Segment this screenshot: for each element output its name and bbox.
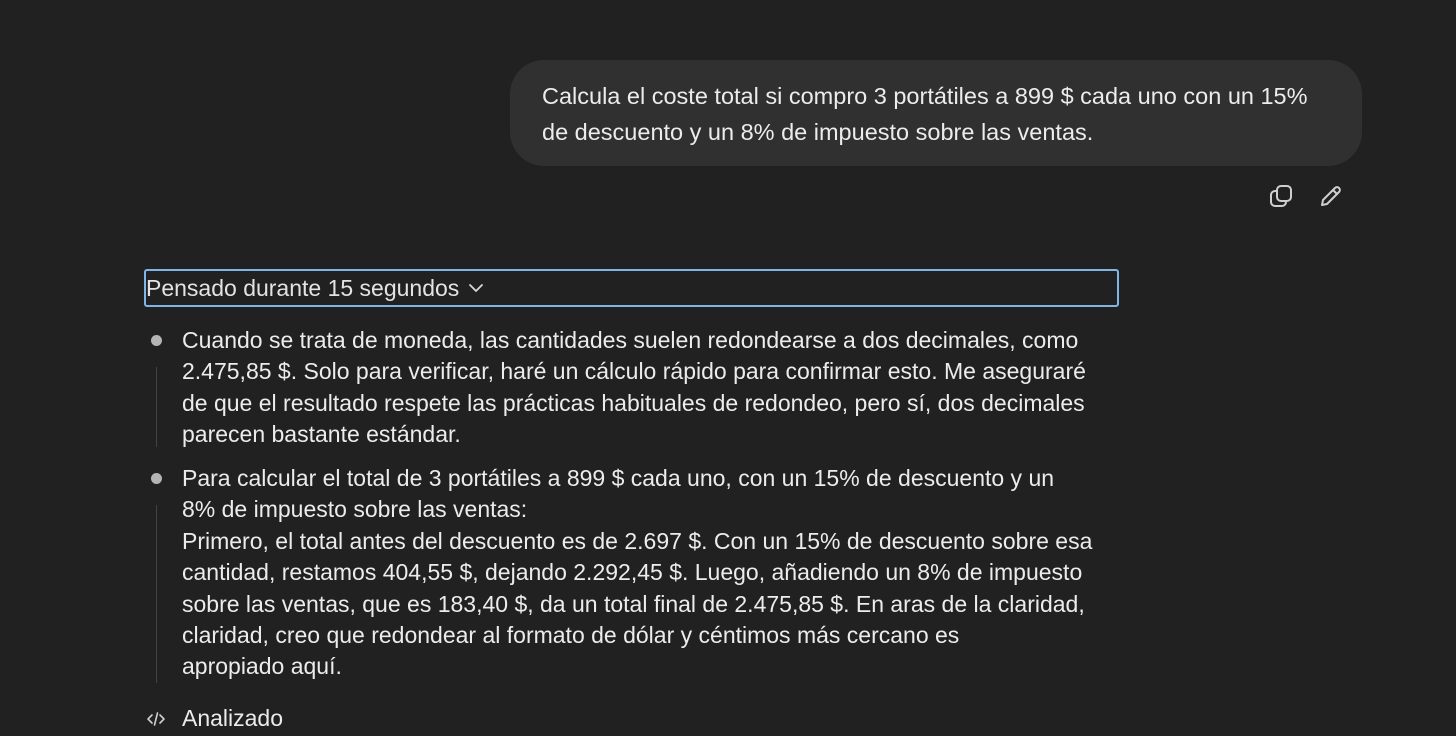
bullet-dot <box>151 473 162 484</box>
code-icon <box>145 708 167 730</box>
thought-item <box>0 463 1140 685</box>
timeline-line <box>156 367 157 447</box>
thinking-toggle[interactable] <box>144 269 1119 307</box>
thought-text: Para calcular el total de 3 portátiles a 899 $ cada uno, con un 15% de descuento y un 8% de impuesto sobre las ventas: Primero, el total antes del descuento es de 2.697 $. Con un 15% de descuento sobre esa cantidad, restamos 404,55 $, dejando 2.292,45 $. Luego, añadiendo un 8% de impuesto sobre las ventas, que es 183,40 $, da un total final de 2.475,85 $. En aras de la claridad, claridad, creo que redondear al formato de dólar y céntimos más cercano es apropiado aquí. <box>182 465 1093 680</box>
user-message-text: Calcula el coste total si compro 3 portátiles a 899 $ cada uno con un 15% de descuento y un 8% de impuesto sobre las ventas. <box>542 83 1308 145</box>
chevron-down-icon <box>467 279 485 297</box>
copy-icon <box>1268 183 1294 209</box>
edit-button[interactable] <box>1318 180 1344 212</box>
user-message-bubble <box>510 60 1362 166</box>
analyzed-label: Analizado <box>182 705 284 731</box>
message-actions <box>1268 180 1344 212</box>
copy-button[interactable] <box>1268 180 1294 212</box>
thinking-label: Pensado durante 15 segundos <box>146 274 460 301</box>
timeline-line <box>156 505 157 683</box>
analyzed-toggle[interactable] <box>145 705 283 732</box>
edit-pencil-icon <box>1318 183 1344 209</box>
thought-text: Cuando se trata de moneda, las cantidades suelen redondearse a dos decimales, como 2.475,85 $. Solo para verificar, haré un cálculo rápido para confirmar esto. Me aseguraré de que el resultado respete las prácticas habituales de redondeo, pero sí, dos decimales parecen bastante estándar. <box>182 327 1086 448</box>
bullet-dot <box>151 335 162 346</box>
thought-item <box>0 325 1140 450</box>
